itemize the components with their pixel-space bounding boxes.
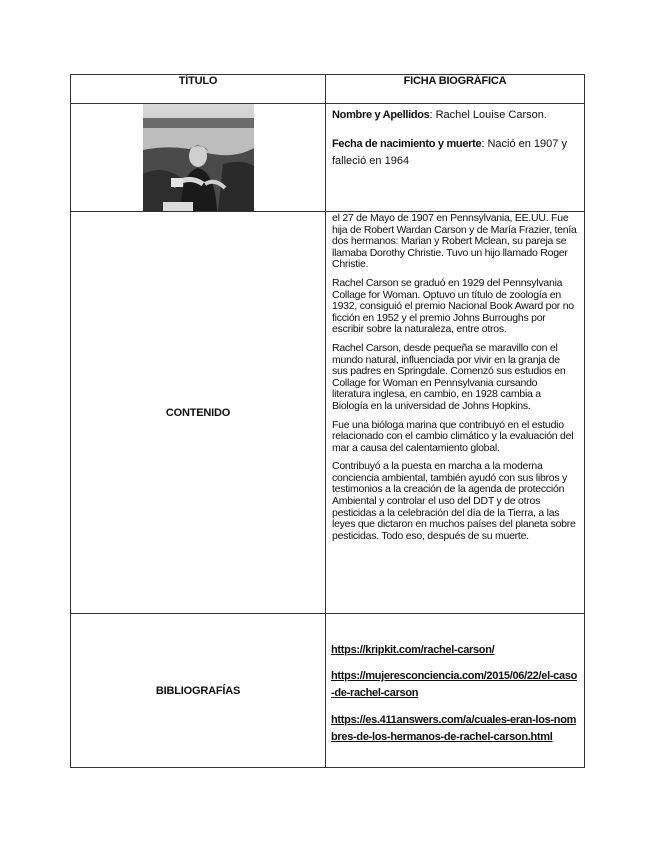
title-column-header: TÍTULO xyxy=(71,75,326,104)
name-value: : Rachel Louise Carson. xyxy=(429,109,547,121)
dates-line xyxy=(332,136,579,170)
bibliography-row xyxy=(71,614,585,768)
content-label: CONTENIDO xyxy=(71,212,326,614)
dates-label: Fecha de nacimiento y muerte xyxy=(332,138,482,150)
content-cell xyxy=(326,212,585,614)
content-paragraph: el 27 de Mayo de 1907 en Pennsylvania, EE.UU. Fue hija de Robert Wardan Carson y de María Frazier, tenía dos hermanos: Marian y Robert Mclean, su pareja se llamaba Dorothy Christie. Tuvo un hijo llamado Roger Christie. xyxy=(332,212,577,271)
name-label: Nombre y Apellidos xyxy=(332,109,430,121)
content-row xyxy=(71,212,585,614)
name-line xyxy=(332,107,579,124)
photo-row xyxy=(71,104,585,212)
bibliography-link[interactable]: https://mujeresconciencia.com/2015/06/22/el-caso-de-rachel-carson xyxy=(331,670,578,700)
biography-table xyxy=(70,74,585,768)
content-paragraph: Contribuyó a la puesta en marcha a la moderna conciencia ambiental, también ayudó con sus libros y testimonios a la creación de la agenda de protección Ambiental y controlar el uso del DDT y de otros pesticidas a la celebración del día de la Tierra, a las leyes que dictaron en muchos países del planeta sobre pesticidas. Todo eso, después de su muerte. xyxy=(332,460,576,542)
photo-cell xyxy=(71,104,326,212)
dates-value: : Nació en 1907 y falleció en 1964 xyxy=(332,138,567,167)
content-paragraph: Rachel Carson se graduó en 1929 del Pennsylvania Collage for Woman. Optuvo un título de zoología en 1932, consiguió el premio Nacional Book Award por no ficción en 1952 y el premio Johns Burroughs por escribir sobre la naturaleza, entre otros. xyxy=(332,276,574,336)
bibliography-link[interactable]: https://kripkit.com/rachel-carson/ xyxy=(331,644,495,656)
content-paragraph: Rachel Carson, desde pequeña se maravillo con el mundo natural, influenciada por vivir en la granja de sus padres en Springdale. Comenzó sus estudios en Collage for Woman en Pennsylvania cursando literatura inglesa, en cambio, en 1928 cambia a Biología en la universidad de Johns Hopkins. xyxy=(332,341,566,412)
bio-cell xyxy=(326,104,585,212)
bio-column-header: FICHA BIOGRÁFICA xyxy=(326,75,585,104)
bibliography-label: BIBLIOGRAFÍAS xyxy=(71,614,326,768)
bibliography-link[interactable]: https://es.411answers.com/a/cuales-eran-los-nombres-de-los-hermanos-de-rachel-carson.html xyxy=(331,713,577,743)
header-row xyxy=(71,75,585,104)
portrait-photo xyxy=(143,104,254,211)
bibliography-cell xyxy=(326,614,585,768)
content-paragraph: Fue una bióloga marina que contribuyó en el estudio relacionado con el cambio climático y la evaluación del mar a causa del calentamiento global. xyxy=(332,418,574,454)
